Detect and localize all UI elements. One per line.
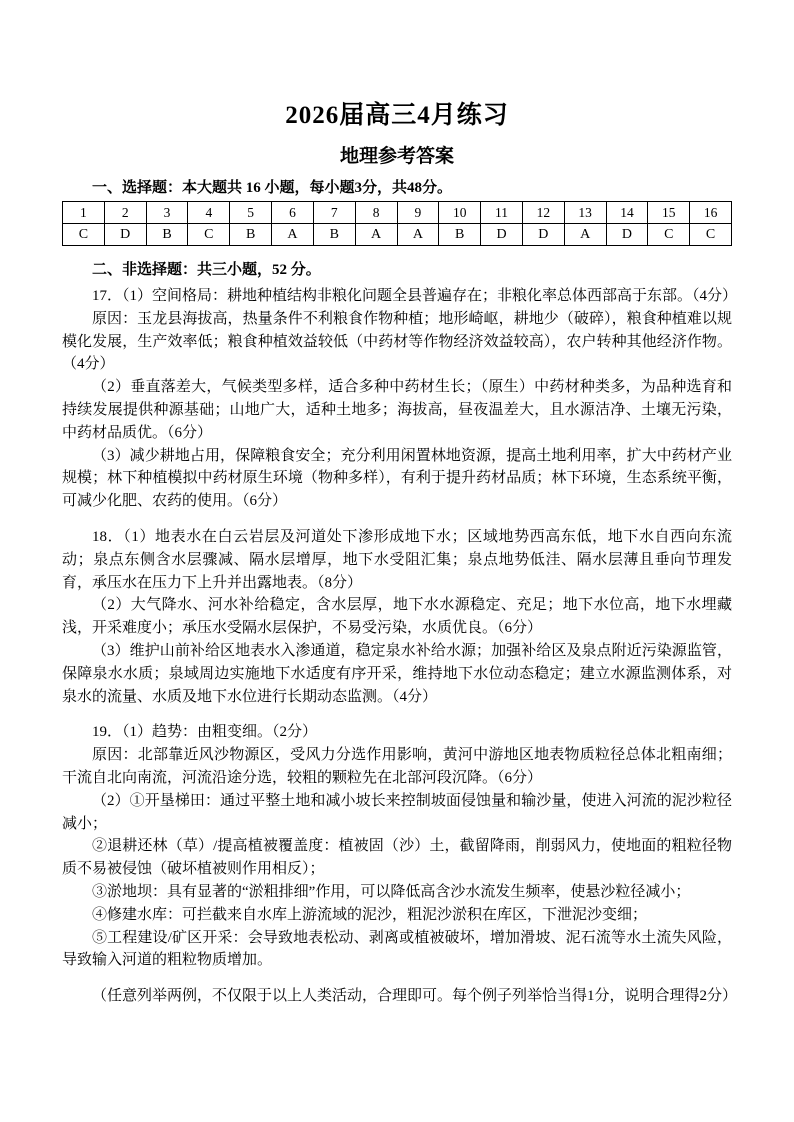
table-cell: B	[313, 224, 355, 246]
table-cell: 16	[690, 202, 732, 224]
table-cell: 8	[355, 202, 397, 224]
table-cell: 10	[439, 202, 481, 224]
table-cell: 6	[272, 202, 314, 224]
table-row-question-numbers	[63, 202, 732, 224]
table-cell: 5	[230, 202, 272, 224]
section-heading-multiple-choice: 一、选择题：本大题共 16 小题，每小题3分，共48分。	[92, 180, 453, 196]
table-cell: 14	[606, 202, 648, 224]
table-cell: D	[522, 224, 564, 246]
answer-paragraph-17-1-reason: 原因：玉龙县海拔高，热量条件不利粮食作物种植；地形崎岖，耕地少（破碎），粮食种植难以规模化发展，生产效率低；粮食种植效益较低（中药材等作物经济效益较高），农户转种其他经济作物。（4分）	[62, 310, 732, 373]
answer-paragraph-19-2-item4: ④修建水库：可拦截来自水库上游流域的泥沙，粗泥沙淤积在库区，下泄泥沙变细；	[92, 906, 648, 923]
table-cell: 1	[63, 202, 105, 224]
answer-paragraph-17-3: （3）减少耕地占用，保障粮食安全；充分利用闲置林地资源，提高土地利用率，扩大中药材产业规模；林下种植模拟中药材原生环境（物种多样），有利于提升药材品质；林下环境，生态系统平衡，可减少化肥、农药的使用。（6分）	[62, 447, 732, 510]
answer-paragraph-19-2-item3: ③淤地坝：具有显著的“淤粗排细”作用，可以降低高含沙水流发生频率，使悬沙粒径减小；	[92, 883, 691, 900]
answer-paragraph-18-1: 18．（1）地表水在白云岩层及河道处下渗形成地下水；区域地势西高东低，地下水自西向东流动；泉点东侧含水层骤减、隔水层增厚，地下水受阻汇集；泉点地势低洼、隔水层薄且垂向节理发育，承压水在压力下上升并出露地表。（8分）	[62, 528, 732, 591]
table-cell: 12	[522, 202, 564, 224]
answer-paragraph-19-1-reason: 原因：北部靠近风沙物源区，受风力分选作用影响，黄河中游地区地表物质粒径总体北粗南细；干流自北向南流，河流沿途分选，较粗的颗粒先在北部河段沉降。（6分）	[62, 747, 732, 786]
table-cell: 11	[481, 202, 523, 224]
answer-paragraph-19-note: （任意列举两例，不仅限于以上人类活动，合理即可。每个例子列举恰当得1分，说明合理得2分）	[92, 988, 738, 1005]
table-cell: C	[188, 224, 230, 246]
answer-paragraph-18-2: （2）大气降水、河水补给稳定，含水层厚，地下水水源稳定、充足；地下水位高，地下水埋藏浅，开采难度小；承压水受隔水层保护，不易受污染，水质优良。（6分）	[62, 597, 732, 637]
table-cell: A	[272, 224, 314, 246]
table-cell: 13	[564, 202, 606, 224]
page-subtitle: 地理参考答案	[339, 146, 454, 167]
answer-key-table	[62, 201, 732, 246]
table-cell: 4	[188, 202, 230, 224]
answer-paragraph-19-2-item5: ⑤工程建设/矿区开采：会导致地表松动、剥离或植被破坏，增加滑坡、泥石流等水土流失风险，导致输入河道的粗粒物质增加。	[62, 929, 732, 969]
answer-paragraph-17-1: 17．（1）空间格局：耕地种植结构非粮化问题全县普遍存在；非粮化率总体西部高于东部。（4分）	[92, 288, 738, 304]
table-cell: 2	[104, 202, 146, 224]
answer-paragraph-19-2-item1: （2）①开垦梯田：通过平整土地和减小坡长来控制坡面侵蚀量和输沙量，使进入河流的泥沙粒径减小；	[62, 792, 732, 832]
table-cell: D	[606, 224, 648, 246]
table-cell: A	[355, 224, 397, 246]
section-heading-free-response: 二、非选择题：共三小题，52 分。	[92, 262, 321, 278]
table-row-answers	[63, 224, 732, 246]
table-cell: D	[104, 224, 146, 246]
table-cell: 7	[313, 202, 355, 224]
table-cell: C	[648, 224, 690, 246]
table-cell: C	[690, 224, 732, 246]
table-cell: 9	[397, 202, 439, 224]
table-cell: 3	[146, 202, 188, 224]
table-cell: B	[230, 224, 272, 246]
table-cell: 15	[648, 202, 690, 224]
answer-paragraph-19-1: 19．（1）趋势：由粗变细。（2分）	[92, 724, 318, 741]
table-cell: A	[564, 224, 606, 246]
table-cell: C	[63, 224, 105, 246]
answer-paragraph-17-2: （2）垂直落差大，气候类型多样，适合多种中药材生长；（原生）中药材种类多，为品种选育和持续发展提供种源基础；山地广大，适种土地多；海拔高，昼夜温差大，且水源洁净、土壤无污染，中药材品质优。（6分）	[62, 379, 732, 441]
table-cell: A	[397, 224, 439, 246]
table-cell: B	[439, 224, 481, 246]
page-title: 2026届高三4月练习	[285, 102, 509, 129]
answer-paragraph-19-2-item2: ②退耕还林（草）/提高植被覆盖度：植被固（沙）土，截留降雨，削弱风力，使地面的粗粒径物质不易被侵蚀（破坏植被则作用相反）；	[62, 838, 732, 878]
table-cell: D	[481, 224, 523, 246]
table-cell: B	[146, 224, 188, 246]
answer-paragraph-18-3: （3）维护山前补给区地表水入渗通道，稳定泉水补给水源；加强补给区及泉点附近污染源监管，保障泉水水质；泉域周边实施地下水适度有序开采，维持地下水位动态稳定；建立水源监测体系，对泉水的流量、水质及地下水位进行长期动态监测。（4分）	[62, 642, 732, 705]
